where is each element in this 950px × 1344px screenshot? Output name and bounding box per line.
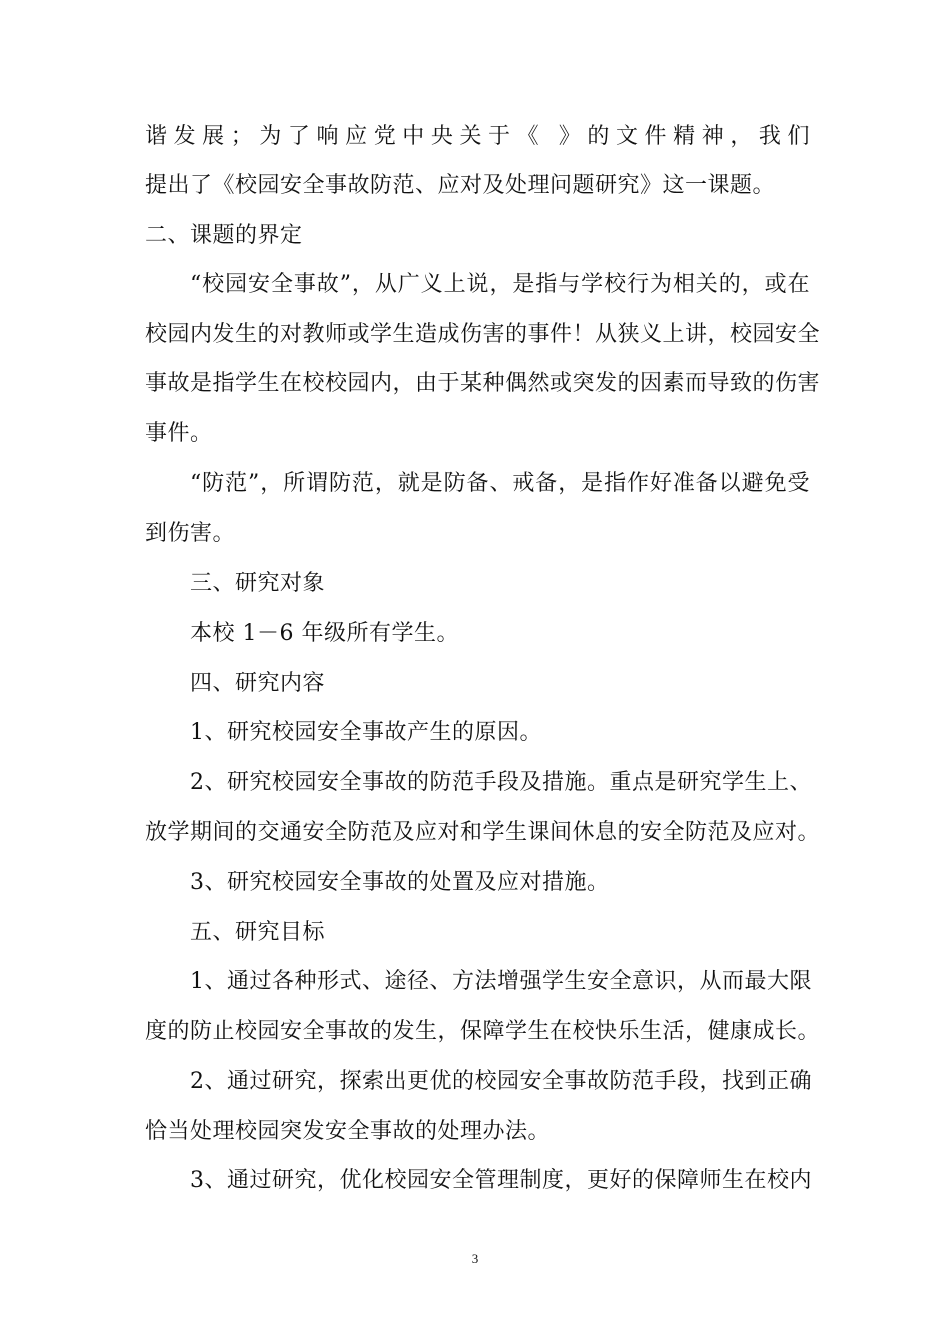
- list-item: 2、研究校园安全事故的防范手段及措施。重点是研究学生上、: [190, 770, 812, 795]
- text-line: “防范”，所谓防范，就是防备、戒备，是指作好准备以避免受: [190, 471, 810, 496]
- section-heading: 四、研究内容: [190, 671, 326, 696]
- list-item: 3、研究校园安全事故的处置及应对措施。: [190, 870, 610, 895]
- list-item: 2、通过研究，探索出更优的校园安全事故防范手段，找到正确: [190, 1069, 812, 1094]
- page-number: 3: [471, 1251, 479, 1266]
- text-line: 本校 1－6 年级所有学生。: [190, 621, 459, 646]
- text-line: 恰当处理校园突发安全事故的处理办法。: [145, 1119, 551, 1144]
- text-line: 事件。: [145, 421, 213, 446]
- text-line: “校园安全事故”，从广义上说，是指与学校行为相关的，或在: [190, 272, 810, 297]
- list-item: 3、通过研究，优化校园安全管理制度，更好的保障师生在校内: [190, 1168, 812, 1193]
- text-line: 到伤害。: [145, 521, 236, 546]
- section-heading: 三、研究对象: [190, 571, 326, 596]
- section-heading: 二、课题的界定: [145, 223, 303, 248]
- section-heading: 五、研究目标: [190, 920, 326, 945]
- text-line: 放学期间的交通安全防范及应对和学生课间休息的安全防范及应对。: [145, 820, 821, 845]
- text-line: 度的防止校园安全事故的发生，保障学生在校快乐生活，健康成长。: [145, 1019, 821, 1044]
- list-item: 1、研究校园安全事故产生的原因。: [190, 720, 542, 745]
- text-line: 提出了《校园安全事故防范、应对及处理问题研究》这一课题。: [145, 173, 776, 198]
- text-line: 谐发展；为了响应党中央关于《 》的文件精神，我们: [145, 124, 810, 149]
- list-item: 1、通过各种形式、途径、方法增强学生安全意识，从而最大限: [190, 969, 812, 994]
- text-line: 事故是指学生在校校园内，由于某种偶然或突发的因素而导致的伤害: [145, 371, 821, 396]
- text-line: 校园内发生的对教师或学生造成伤害的事件！从狭义上讲，校园安全: [145, 322, 821, 347]
